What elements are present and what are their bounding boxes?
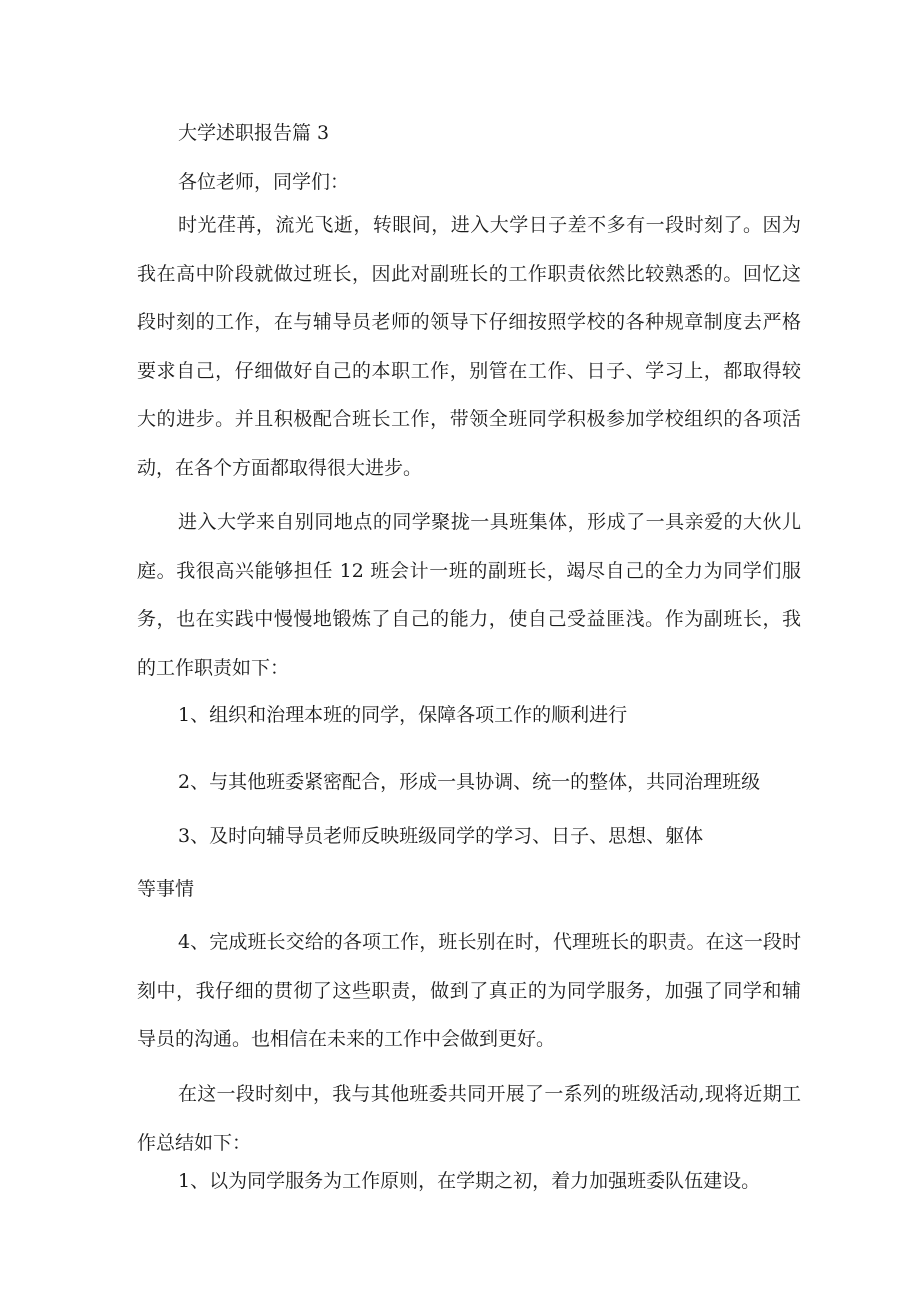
paragraph-role: 进入大学来自别同地点的同学聚拢一具班集体，形成了一具亲爱的大伙儿庭。我很高兴能够担任 12 班会计一班的副班长，竭尽自己的全力为同学们服务，也在实践中慢慢地锻炼了自己的能力，使自己受益匪浅。作为副班长，我的工作职责如下：: [137, 511, 801, 679]
summary-item-1: 1、以为同学服务为工作原则，在学期之初，着力加强班委队伍建设。: [178, 1170, 761, 1192]
paragraph-intro: 时光荏苒，流光飞逝，转眼间，进入大学日子差不多有一段时刻了。因为我在高中阶段就做过班长，因此对副班长的工作职责依然比较熟悉的。回忆这段时刻的工作，在与辅导员老师的领导下仔细按照学校的各种规章制度去严格要求自己，仔细做好自己的本职工作，别管在工作、日子、学习上，都取得较大的进步。并且积极配合班长工作，带领全班同学积极参加学校组织的各项活动，在各个方面都取得很大进步。: [137, 214, 801, 479]
duty-item-2: 2、与其他班委紧密配合，形成一具协调、统一的整体，共同治理班级: [178, 771, 761, 793]
document-title: 大学述职报告篇 3: [178, 122, 330, 144]
salutation: 各位老师，同学们：: [178, 171, 350, 193]
summary-intro: 在这一段时刻中，我与其他班委共同开展了一系列的班级活动,现将近期工作总结如下：: [137, 1083, 801, 1154]
duty-item-3-continued: 等事情: [137, 878, 195, 900]
duty-item-3: 3、及时向辅导员老师反映班级同学的学习、日子、思想、躯体: [178, 825, 704, 847]
duty-item-1: 1、组织和治理本班的同学，保障各项工作的顺利进行: [178, 704, 628, 726]
duty-item-4: 4、完成班长交给的各项工作，班长别在时，代理班长的职责。在这一段时刻中，我仔细的贯彻了这些职责，做到了真正的为同学服务，加强了同学和辅导员的沟通。也相信在未来的工作中会做到更好。: [137, 931, 801, 1050]
